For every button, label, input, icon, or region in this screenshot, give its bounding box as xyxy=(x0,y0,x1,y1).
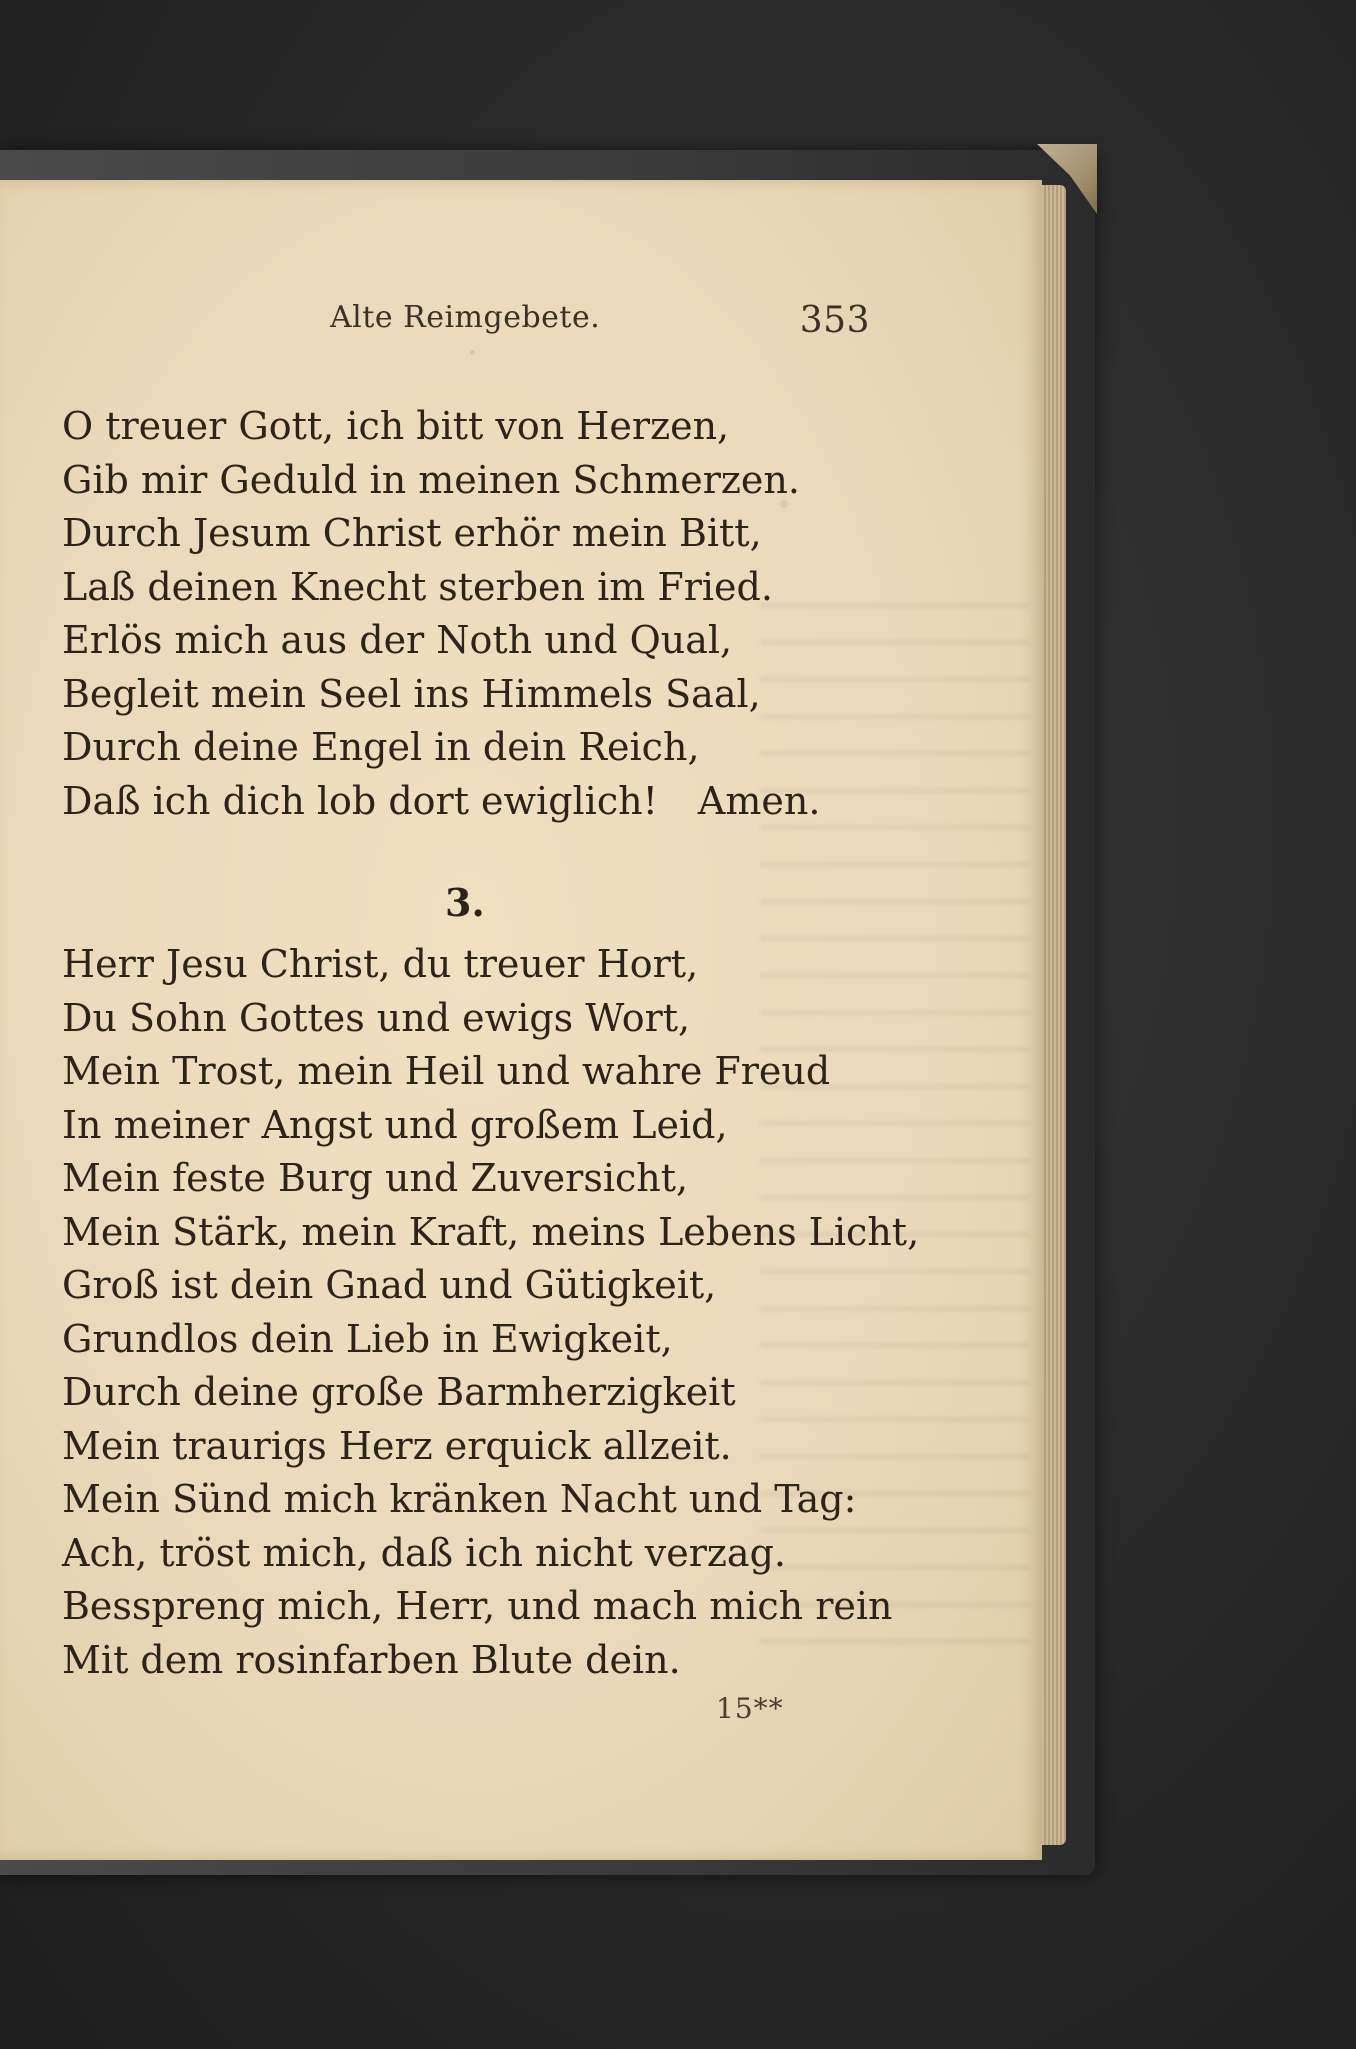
verse-line: Du Sohn Gottes und ewigs Wort, xyxy=(62,995,691,1040)
verse-line: Groß ist dein Gnad und Gütigkeit, xyxy=(62,1263,717,1307)
signature-mark: 15** xyxy=(716,1692,784,1725)
page-number: 353 xyxy=(799,300,870,341)
verse-line-last xyxy=(62,775,882,829)
verse-line: Mein Stärk, mein Kraft, meins Lebens Licht, xyxy=(62,1209,920,1254)
verse-line: Durch deine Engel in dein Reich, xyxy=(62,725,700,769)
verse-line: Mein traurigs Herz erquick allzeit. xyxy=(62,1423,732,1468)
verse-line: Mein Sünd mich kränken Nacht und Tag: xyxy=(62,1477,857,1521)
stanza-3 xyxy=(62,938,920,1687)
verse-line: Ach, tröst mich, daß ich nicht verzag. xyxy=(62,1530,786,1575)
amen: Amen. xyxy=(697,778,821,823)
verse-line: Mein feste Burg und Zuversicht, xyxy=(62,1156,689,1200)
running-title: Alte Reimgebete. xyxy=(330,300,601,335)
verse-line: Begleit mein Seel ins Himmels Saal, xyxy=(62,671,761,716)
foxing-spot xyxy=(470,350,475,355)
verse-line: Laß deinen Knecht sterben im Fried. xyxy=(62,564,773,609)
stanza-number: 3. xyxy=(445,880,485,925)
verse-line-text: Daß ich dich lob dort ewiglich! xyxy=(62,778,658,823)
verse-line: Gib mir Geduld in meinen Schmerzen. xyxy=(62,457,800,502)
verse-line: Durch Jesum Christ erhör mein Bitt, xyxy=(62,511,762,555)
running-head xyxy=(330,300,870,340)
verse-line: Erlös mich aus der Noth und Qual, xyxy=(62,618,733,662)
verse-line: Besspreng mich, Herr, und mach mich rein xyxy=(62,1584,893,1628)
verse-line: Mit dem rosinfarben Blute dein. xyxy=(62,1637,681,1682)
verse-line: Grundlos dein Lieb in Ewigkeit, xyxy=(62,1316,673,1361)
verse-line: Durch deine große Barmherzigkeit xyxy=(62,1370,736,1414)
verse-line: O treuer Gott, ich bitt von Herzen, xyxy=(62,404,730,448)
verse-line: In meiner Angst und großem Leid, xyxy=(62,1102,728,1147)
prayer-ending xyxy=(62,400,882,828)
verse-line: Herr Jesu Christ, du treuer Hort, xyxy=(62,942,699,986)
verse-line: Mein Trost, mein Heil und wahre Freud xyxy=(62,1049,831,1093)
